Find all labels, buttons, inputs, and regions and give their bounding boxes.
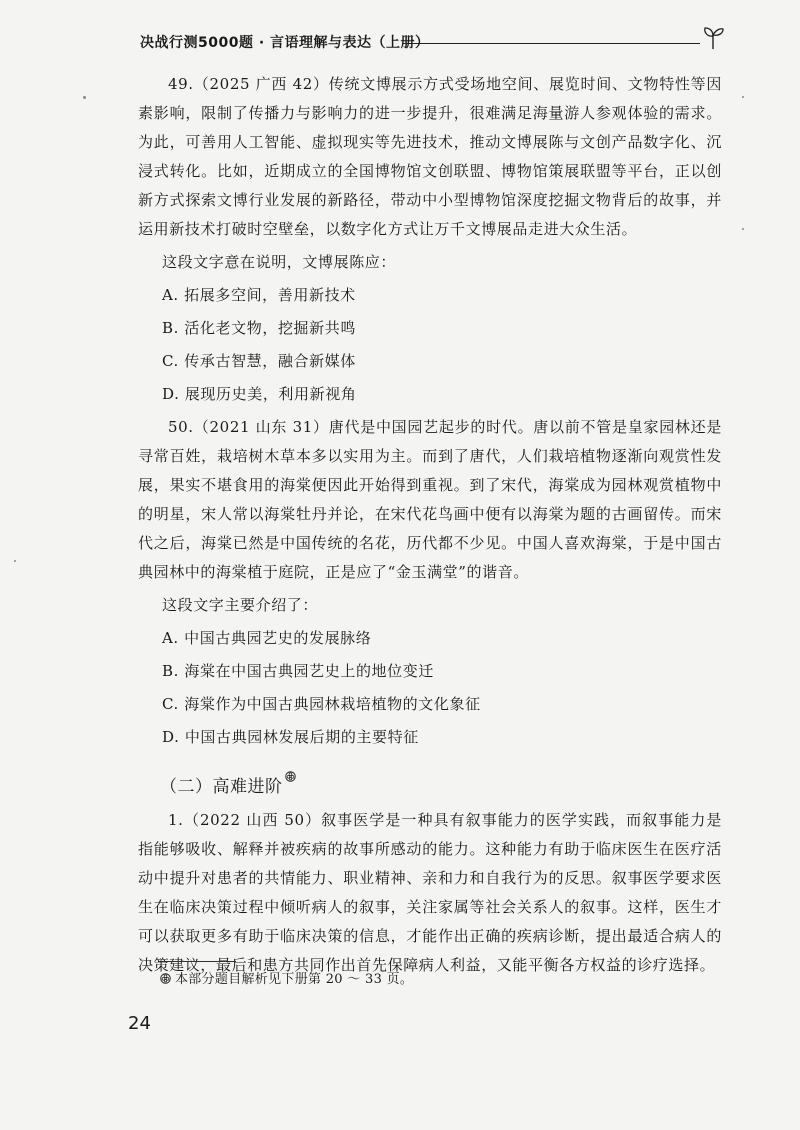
question-50-option-d: D. 中国古典园林发展后期的主要特征: [162, 728, 419, 746]
question-49-option-a: A. 拓展多空间，善用新技术: [162, 286, 356, 304]
header-rule: [402, 43, 700, 44]
question-50-passage: 50.（2021 山东 31）唐代是中国园艺起步的时代。唐以前不管是皇家园林还是寻常百姓，栽培树木草本多以实用为主。而到了唐代，人们栽培植物逐渐向观赏性发展，果实不堪食用的海棠便因此开始得到重视。到了宋代，海棠成为园林观赏植物中的明星，宋人常以海棠牡丹并论，在宋代花鸟画中便有以海棠为题的古画留传。而宋代之后，海棠已然是中国传统的名花，历代都不少见。中国人喜欢海棠，于是中国古典园林中的海棠植于庭院，正是应了“金玉满堂”的谐音。: [138, 418, 722, 581]
question-50-option-a: A. 中国古典园艺史的发展脉络: [162, 629, 372, 647]
question-49-passage: 49.（2025 广西 42）传统文博展示方式受场地空间、展览时间、文物特性等因素影响，限制了传播力与影响力的进一步提升，很难满足海量游人参观体验的需求。为此，可善用人工智能、虚拟现实等先进技术，推动文博展陈与文创产品数字化、沉浸式转化。比如，近期成立的全国博物馆文创联盟、博物馆策展联盟等平台，正以创新方式探索文博行业发展的新路径，带动中小型博物馆深度挖掘文物背后的故事，并运用新技术打破时空壁垒，以数字化方式让万千文博展品走进大众生活。: [138, 75, 722, 238]
question-49-option-c: C. 传承古智慧，融合新媒体: [162, 352, 356, 370]
scan-speck: [742, 96, 744, 98]
question-49-option-d: D. 展现历史美，利用新视角: [162, 385, 357, 403]
sprout-icon: [702, 26, 724, 50]
flower-mark-icon: [285, 771, 296, 782]
footnote-rule: [158, 961, 236, 962]
scan-speck: [742, 228, 744, 230]
scan-speck: [83, 96, 86, 99]
footnote: [160, 970, 413, 990]
page-number: 24: [128, 1013, 151, 1034]
section-heading: [138, 772, 722, 802]
footnote-text: 本部分题目解析见下册第 20 ～ 33 页。: [175, 972, 414, 987]
running-header: [140, 30, 740, 54]
footnote-flower-mark-icon: [160, 973, 171, 984]
header-title: 决战行测5000题 · 言语理解与表达（上册）: [140, 35, 430, 51]
question-49-option-b: B. 活化老文物，挖掘新共鸣: [162, 319, 356, 337]
question-50-stem: 这段文字主要介绍了：: [162, 596, 319, 614]
section-heading-text: （二）高难进阶: [160, 777, 283, 797]
section-question-1-passage: 1.（2022 山西 50）叙事医学是一种具有叙事能力的医学实践，而叙事能力是指能够吸收、解释并被疾病的故事所感动的能力。这种能力有助于临床医生在医疗活动中提升对患者的共情能力、职业精神、亲和力和自我行为的反思。叙事医学要求医生在临床决策过程中倾听病人的叙事，关注家属等社会关系人的叙事。这样，医生才可以获取更多有助于临床决策的信息，才能作出正确的疾病诊断，提出最适合病人的决策建议，最后和患方共同作出首先保障病人利益，又能平衡各方权益的诊疗选择。: [138, 811, 722, 974]
question-50-option-b: B. 海棠在中国古典园艺史上的地位变迁: [162, 662, 434, 680]
scan-speck: [14, 560, 16, 562]
question-49-stem: 这段文字意在说明，文博展陈应：: [162, 253, 397, 271]
question-50-option-c: C. 海棠作为中国古典园林栽培植物的文化象征: [162, 695, 481, 713]
page-content: [138, 70, 722, 980]
